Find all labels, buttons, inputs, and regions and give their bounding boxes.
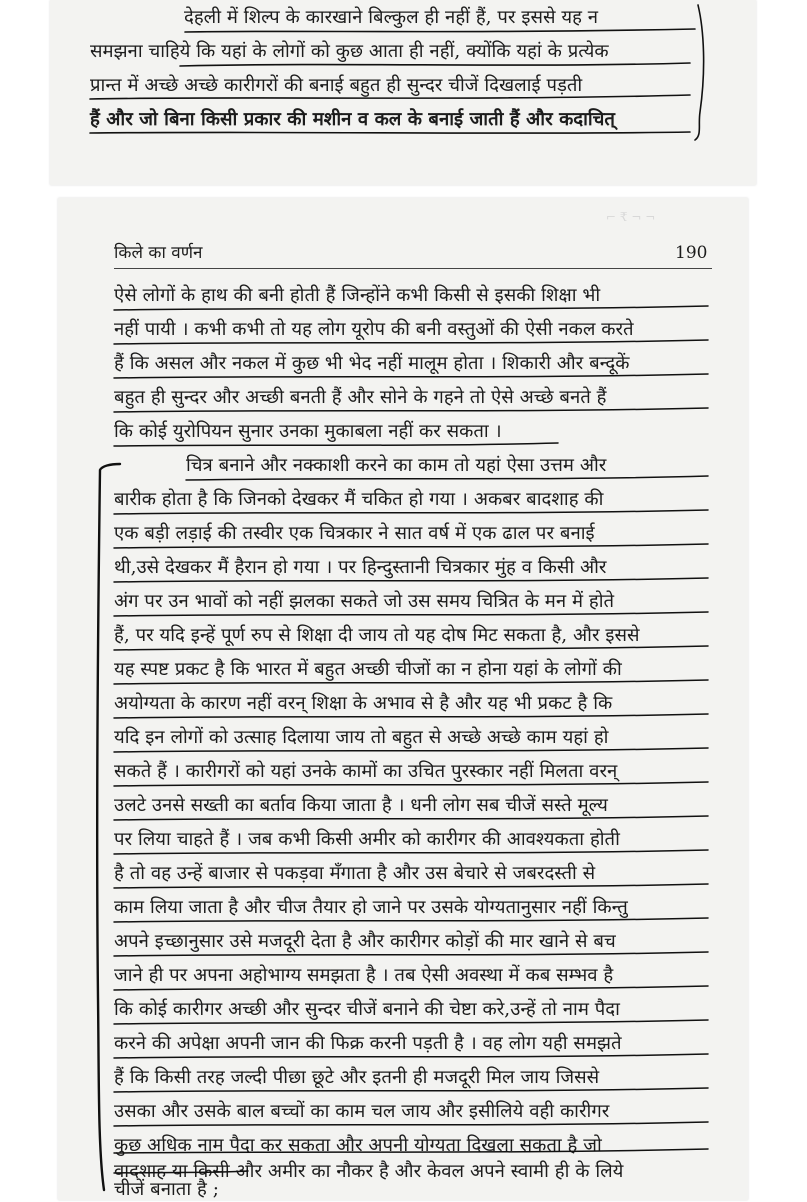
text-line: सकते हैं । कारीगरों को यहां उनके कामों का उचित पुरस्कार नहीं मिलता वरन् <box>114 761 618 782</box>
text-line: बारीक होता है कि जिनको देखकर मैं चकित हो गया । अकबर बादशाह की <box>114 489 604 510</box>
text-line: नहीं पायी । कभी कभी तो यह लोग यूरोप की बनी वस्तुओं की ऐसी नकल करते <box>114 319 634 340</box>
text-line: वादशाह या किसी और अमीर का नौकर है और केवल अपने स्वामी ही के लिये <box>114 1161 624 1182</box>
bleed-through-text: ⌐ ₹ ¬ ¬ <box>606 210 656 224</box>
text-line: अंग पर उन भावों को नहीं झलका सकते जो उस समय चित्रित के मन में होते <box>114 591 615 612</box>
text-line: यह स्पष्ट प्रकट है कि भारत में बहुत अच्छी चीजों का न होना यहां के लोगों की <box>114 659 622 680</box>
text-line: जाने ही पर अपना अहोभाग्य समझता है । तब ऐसी अवस्था में कब सम्भव है <box>114 965 614 986</box>
text-line: यदि इन लोगों को उत्साह दिलाया जाय तो बहुत से अच्छे अच्छे काम यहां हो <box>114 727 609 748</box>
text-line: चित्र बनाने और नक्काशी करने का काम तो यहां ऐसा उत्तम और <box>186 455 607 476</box>
page-number: 190 <box>675 243 708 263</box>
text-line: हैं, पर यदि इन्हें पूर्ण रुप से शिक्षा दी जाय तो यह दोष मिट सकता है, और इससे <box>114 625 640 646</box>
text-line: प्रान्त में अच्छे अच्छे कारीगरों की बनाई बहुत ही सुन्दर चीजें दिखलाई पड़ती <box>90 75 583 96</box>
pen-underline <box>90 132 690 133</box>
text-line: समझना चाहिये कि यहां के लोगों को कुछ आता ही नहीं, क्योंकि यहां के प्रत्येक <box>90 41 609 62</box>
text-line: पर लिया चाहते हैं । जब कभी किसी अमीर को कारीगर की आवश्यकता होती <box>114 829 620 850</box>
text-line: बहुत ही सुन्दर और अच्छी बनती हैं और सोने के गहने तो ऐसे अच्छे बनते हैं <box>114 387 607 408</box>
text-line: उलटे उनसे सख्ती का बर्ताव किया जाता है । धनी लोग सब चीजें सस्ते मूल्य <box>114 795 608 816</box>
text-line: ऐसे लोगों के हाथ की बनी होती हैं जिन्होंने कभी किसी से इसकी शिक्षा भी <box>114 285 601 306</box>
text-line: कुछ अधिक नाम पैदा कर सकता और अपनी योग्यता दिखला सकता है जो <box>114 1135 602 1156</box>
text-line: अयोग्यता के कारण नहीं वरन् शिक्षा के अभाव से है और यह भी प्रकट है कि <box>114 693 613 714</box>
page-header-title: किले का वर्णन <box>114 243 203 263</box>
text-line: हैं और जो बिना किसी प्रकार की मशीन व कल के बनाई जाती हैं और कदाचित् <box>90 109 615 130</box>
header-rule <box>114 268 712 269</box>
text-line: कि कोई युरोपियन सुनार उनका मुकाबला नहीं कर सकता । <box>114 421 502 442</box>
text-line: थी,उसे देखकर मैं हैरान हो गया । पर हिन्दुस्तानी चित्रकार मुंह व किसी और <box>114 557 607 578</box>
text-line: काम लिया जाता है और चीज तैयार हो जाने पर उसके योग्यतानुसार नहीं किन्तु <box>114 897 628 918</box>
text-line: देहली में शिल्प के कारखाने बिल्कुल ही नहीं हैं, पर इससे यह न <box>184 7 599 28</box>
text-line: हैं कि असल और नकल में कुछ भी भेद नहीं मालूम होता । शिकारी और बन्दूकें <box>114 353 630 374</box>
top-page-fragment <box>50 0 756 185</box>
text-line: है तो वह उन्हें बाजार से पकड़वा मँगाता है और उस बेचारे से जबरदस्ती से <box>114 863 596 884</box>
text-line: उसका और उसके बाल बच्चों का काम चल जाय और इसीलिये वही कारीगर <box>114 1101 610 1122</box>
text-line: करने की अपेक्षा अपनी जान की फिक्र करनी पड़ती है । वह लोग यही समझते <box>114 1033 622 1054</box>
text-line: अपने इच्छानुसार उसे मजदूरी देता है और कारीगर कोड़ों की मार खाने से बच <box>114 931 616 952</box>
text-line: कि कोई कारीगर अच्छी और सुन्दर चीजें बनाने की चेष्टा करे,उन्हें तो नाम पैदा <box>114 999 620 1020</box>
bottom-page <box>58 198 748 1200</box>
text-line: हैं कि किसी तरह जल्दी पीछा छूटे और इतनी ही मजदूरी मिल जाय जिससे <box>114 1067 600 1088</box>
pen-margin-stroke <box>695 5 704 140</box>
text-line: चीजें बनाता है ; <box>114 1179 219 1200</box>
text-line: एक बड़ी लड़ाई की तस्वीर एक चित्रकार ने सात वर्ष में एक ढाल पर बनाई <box>114 523 595 544</box>
